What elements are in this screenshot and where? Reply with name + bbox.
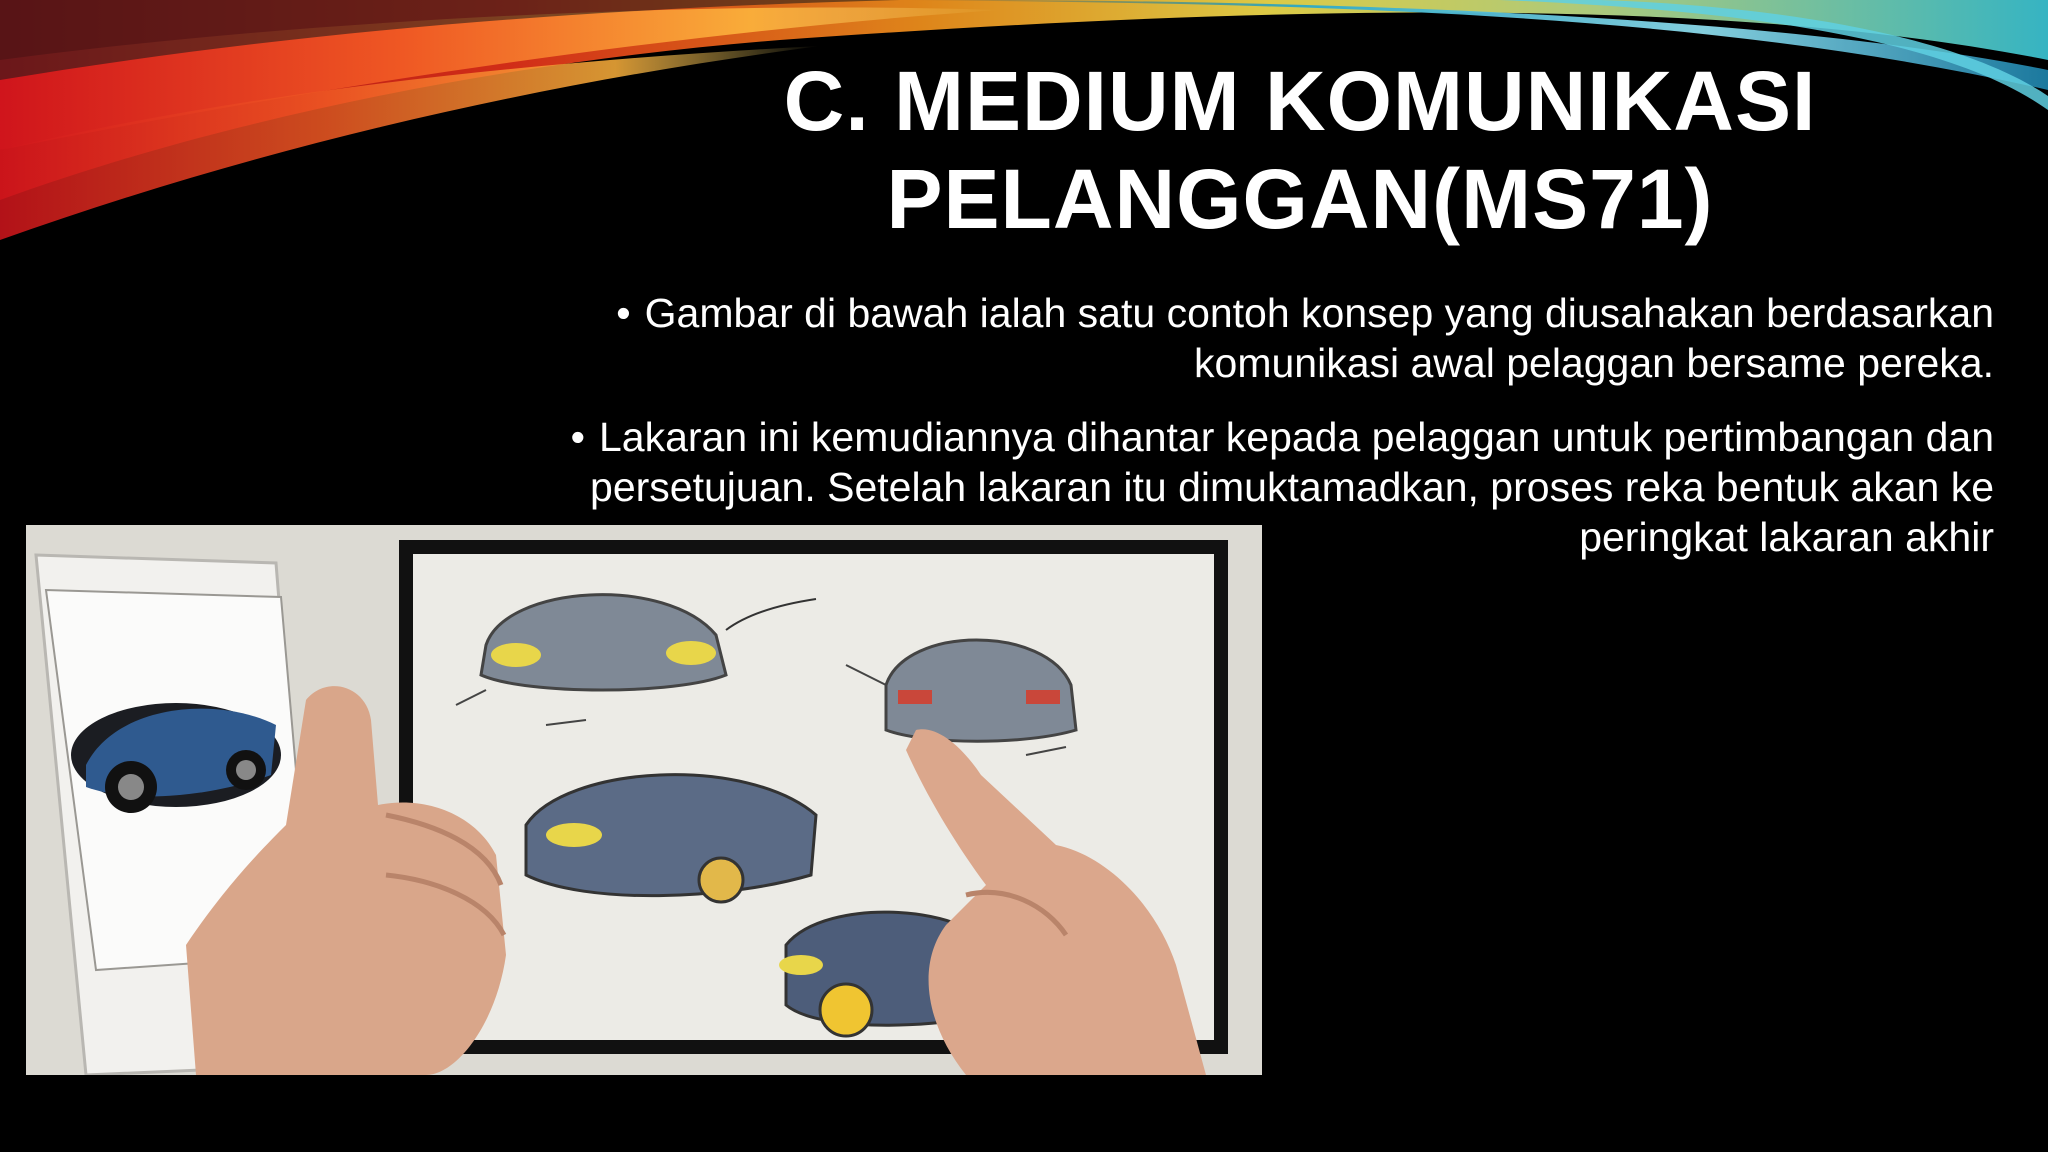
slide-title-line-1: C. MEDIUM KOMUNIKASI bbox=[783, 54, 1817, 148]
bullet-line: • Gambar di bawah ialah satu contoh konsep yang diusahakan berdasarkan bbox=[616, 290, 1994, 336]
slide-title-line-2: PELANGGAN(MS71) bbox=[886, 152, 1714, 246]
slide-title bbox=[700, 52, 1900, 248]
bullet-line: komunikasi awal pelaggan bersame pereka. bbox=[1194, 340, 1994, 386]
bullet-line: • Lakaran ini kemudiannya dihantar kepada pelaggan untuk pertimbangan dan bbox=[570, 414, 1994, 460]
car-sketch-illustration bbox=[26, 525, 1262, 1075]
bullet-dot-icon: • bbox=[570, 414, 585, 460]
bullet-line: peringkat lakaran akhir bbox=[1579, 514, 1994, 560]
car-sketch-photo bbox=[26, 525, 1262, 1075]
bullet-line: persetujuan. Setelah lakaran itu dimuktamadkan, proses reka bentuk akan ke bbox=[590, 464, 1994, 510]
bullet-item-1 bbox=[294, 288, 1994, 388]
bullet-dot-icon: • bbox=[616, 290, 631, 336]
